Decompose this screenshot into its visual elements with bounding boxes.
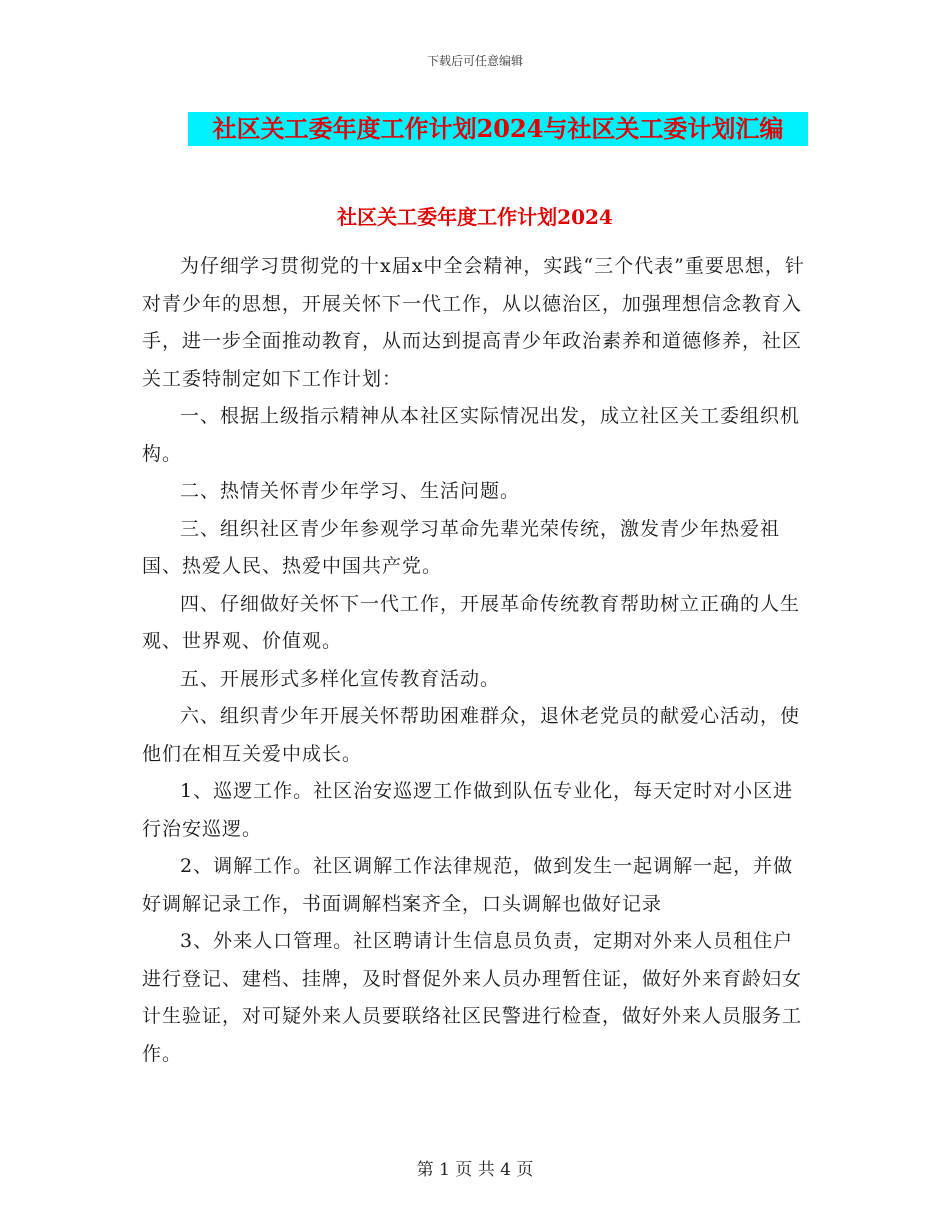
paragraph-item-2: 二、热情关怀青少年学习、生活问题。 bbox=[180, 480, 521, 502]
section-title: 社区关工委年度工作计划2024 bbox=[337, 205, 613, 229]
paragraph-migrant-management: 3、外来人口管理。社区聘请计生信息员负责，定期对外来人员租住户进行登记、建档、挂牌，及时督促外来人员办理暂住证，做好外来育龄妇女计生验证，对可疑外来人员要联络社区民警进行检查，做好外来人员服务工作。 bbox=[142, 930, 803, 1065]
paragraph-item-4: 四、仔细做好关怀下一代工作，开展革命传统教育帮助树立正确的人生观、世界观、价值观。 bbox=[142, 592, 801, 652]
paragraph-item-3: 三、组织社区青少年参观学习革命先辈光荣传统，激发青少年热爱祖国、热爱人民、热爱中国共产党。 bbox=[142, 517, 781, 577]
paragraph-item-1: 一、根据上级指示精神从本社区实际情况出发，成立社区关工委组织机构。 bbox=[142, 405, 801, 465]
header-note: 下载后可任意编辑 bbox=[426, 54, 523, 68]
main-title: 社区关工委年度工作计划2024与社区关工委计划汇编 bbox=[188, 112, 808, 146]
paragraph-item-5: 五、开展形式多样化宣传教育活动。 bbox=[180, 667, 501, 690]
paragraph-patrol: 1、巡逻工作。社区治安巡逻工作做到队伍专业化，每天定时对小区进行治安巡逻。 bbox=[142, 780, 794, 840]
paragraph-item-6: 六、组织青少年开展关怀帮助困难群众，退休老党员的献爱心活动，使他们在相互关爱中成长。 bbox=[142, 705, 801, 765]
paragraph-mediation: 2、调解工作。社区调解工作法律规范，做到发生一起调解一起，并做好调解记录工作，书面调解档案齐全，口头调解也做好记录 bbox=[142, 855, 794, 915]
page-footer: 第 1 页 共 4 页 bbox=[416, 1160, 534, 1180]
paragraph-intro: 为仔细学习贯彻党的十x届x中全会精神，实践“三个代表”重要思想，针对青少年的思想，开展关怀下一代工作，从以德治区，加强理想信念教育入手，进一步全面推动教育，从而达到提高青少年政治素养和道德修养，社区关工委特制定如下工作计划： bbox=[142, 255, 805, 390]
document-body bbox=[142, 248, 808, 1073]
